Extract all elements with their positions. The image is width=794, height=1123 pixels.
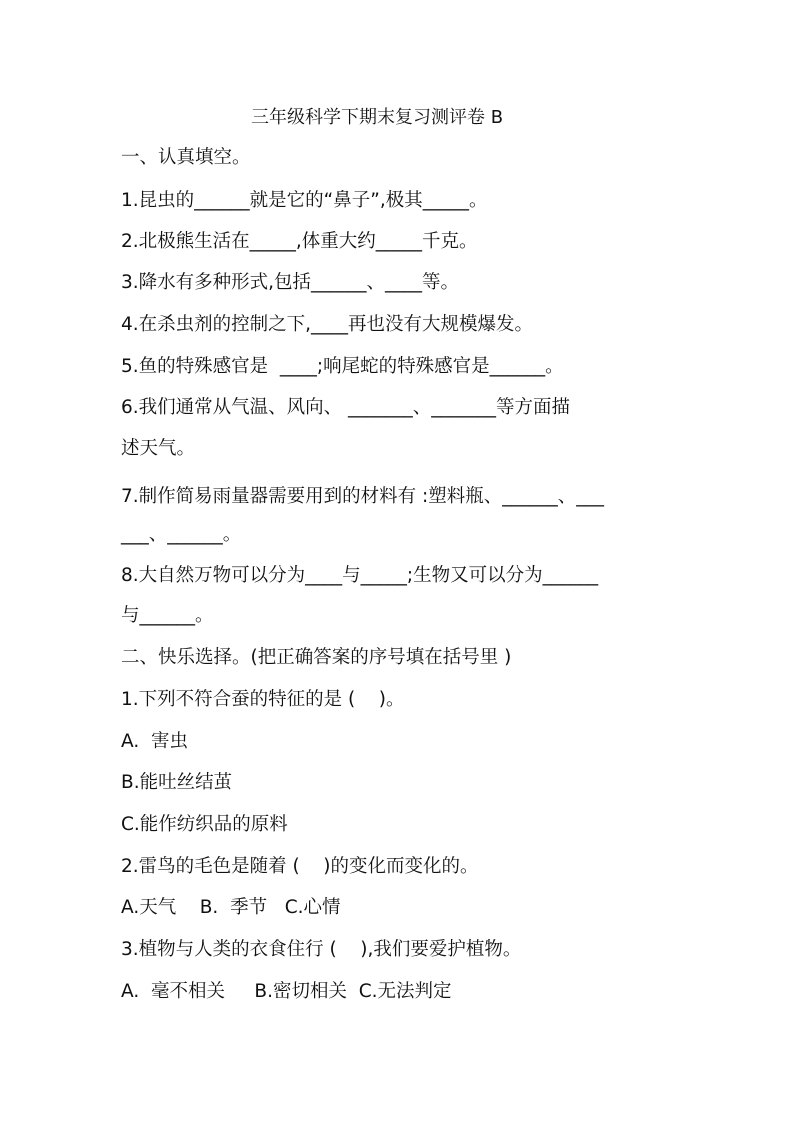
section-1-heading: 一、认真填空。	[121, 147, 251, 168]
fill-question-8-line-2: 与______。	[121, 605, 214, 626]
fill-question-3: 3.降水有多种形式,包括______、____等。	[121, 272, 460, 293]
choice-question-1: 1.下列不符合蚕的特征的是 ( )。	[121, 689, 405, 710]
choice-question-3: 3.植物与人类的衣食住行 ( ),我们要爱护植物。	[121, 939, 522, 960]
choice-question-2: 2.雷鸟的毛色是随着 ( )的变化而变化的。	[121, 856, 479, 877]
choice-question-1-option-c: C.能作纺织品的原料	[121, 814, 288, 835]
fill-question-6-line-1: 6.我们通常从气温、风向、 _______、_______等方面描	[121, 397, 571, 418]
fill-question-6-line-2: 述天气。	[121, 438, 196, 459]
choice-question-2-options: A.天气 B. 季节 C.心情	[121, 897, 341, 918]
choice-question-3-options: A. 毫不相关 B.密切相关 C.无法判定	[121, 981, 452, 1002]
page-title: 三年级科学下期末复习测评卷 B	[251, 107, 504, 128]
choice-question-1-option-b: B.能吐丝结茧	[121, 772, 233, 793]
fill-question-2: 2.北极熊生活在_____,体重大约_____千克。	[121, 231, 478, 252]
fill-question-7-line-2: ___、______。	[121, 524, 242, 545]
choice-question-1-option-a: A. 害虫	[121, 731, 188, 752]
fill-question-4: 4.在杀虫剂的控制之下,____再也没有大规模爆发。	[121, 314, 534, 335]
fill-question-1: 1.昆虫的______就是它的“鼻子”,极其_____。	[121, 190, 488, 211]
section-2-heading: 二、快乐选择。(把正确答案的序号填在括号里 )	[121, 647, 512, 668]
fill-question-8-line-1: 8.大自然万物可以分为____与_____;生物又可以分为______	[121, 565, 599, 586]
fill-question-5: 5.鱼的特殊感官是 ____;响尾蛇的特殊感官是______。	[121, 356, 564, 377]
fill-question-7-line-1: 7.制作简易雨量器需要用到的材料有 :塑料瓶、______、___	[121, 486, 605, 507]
